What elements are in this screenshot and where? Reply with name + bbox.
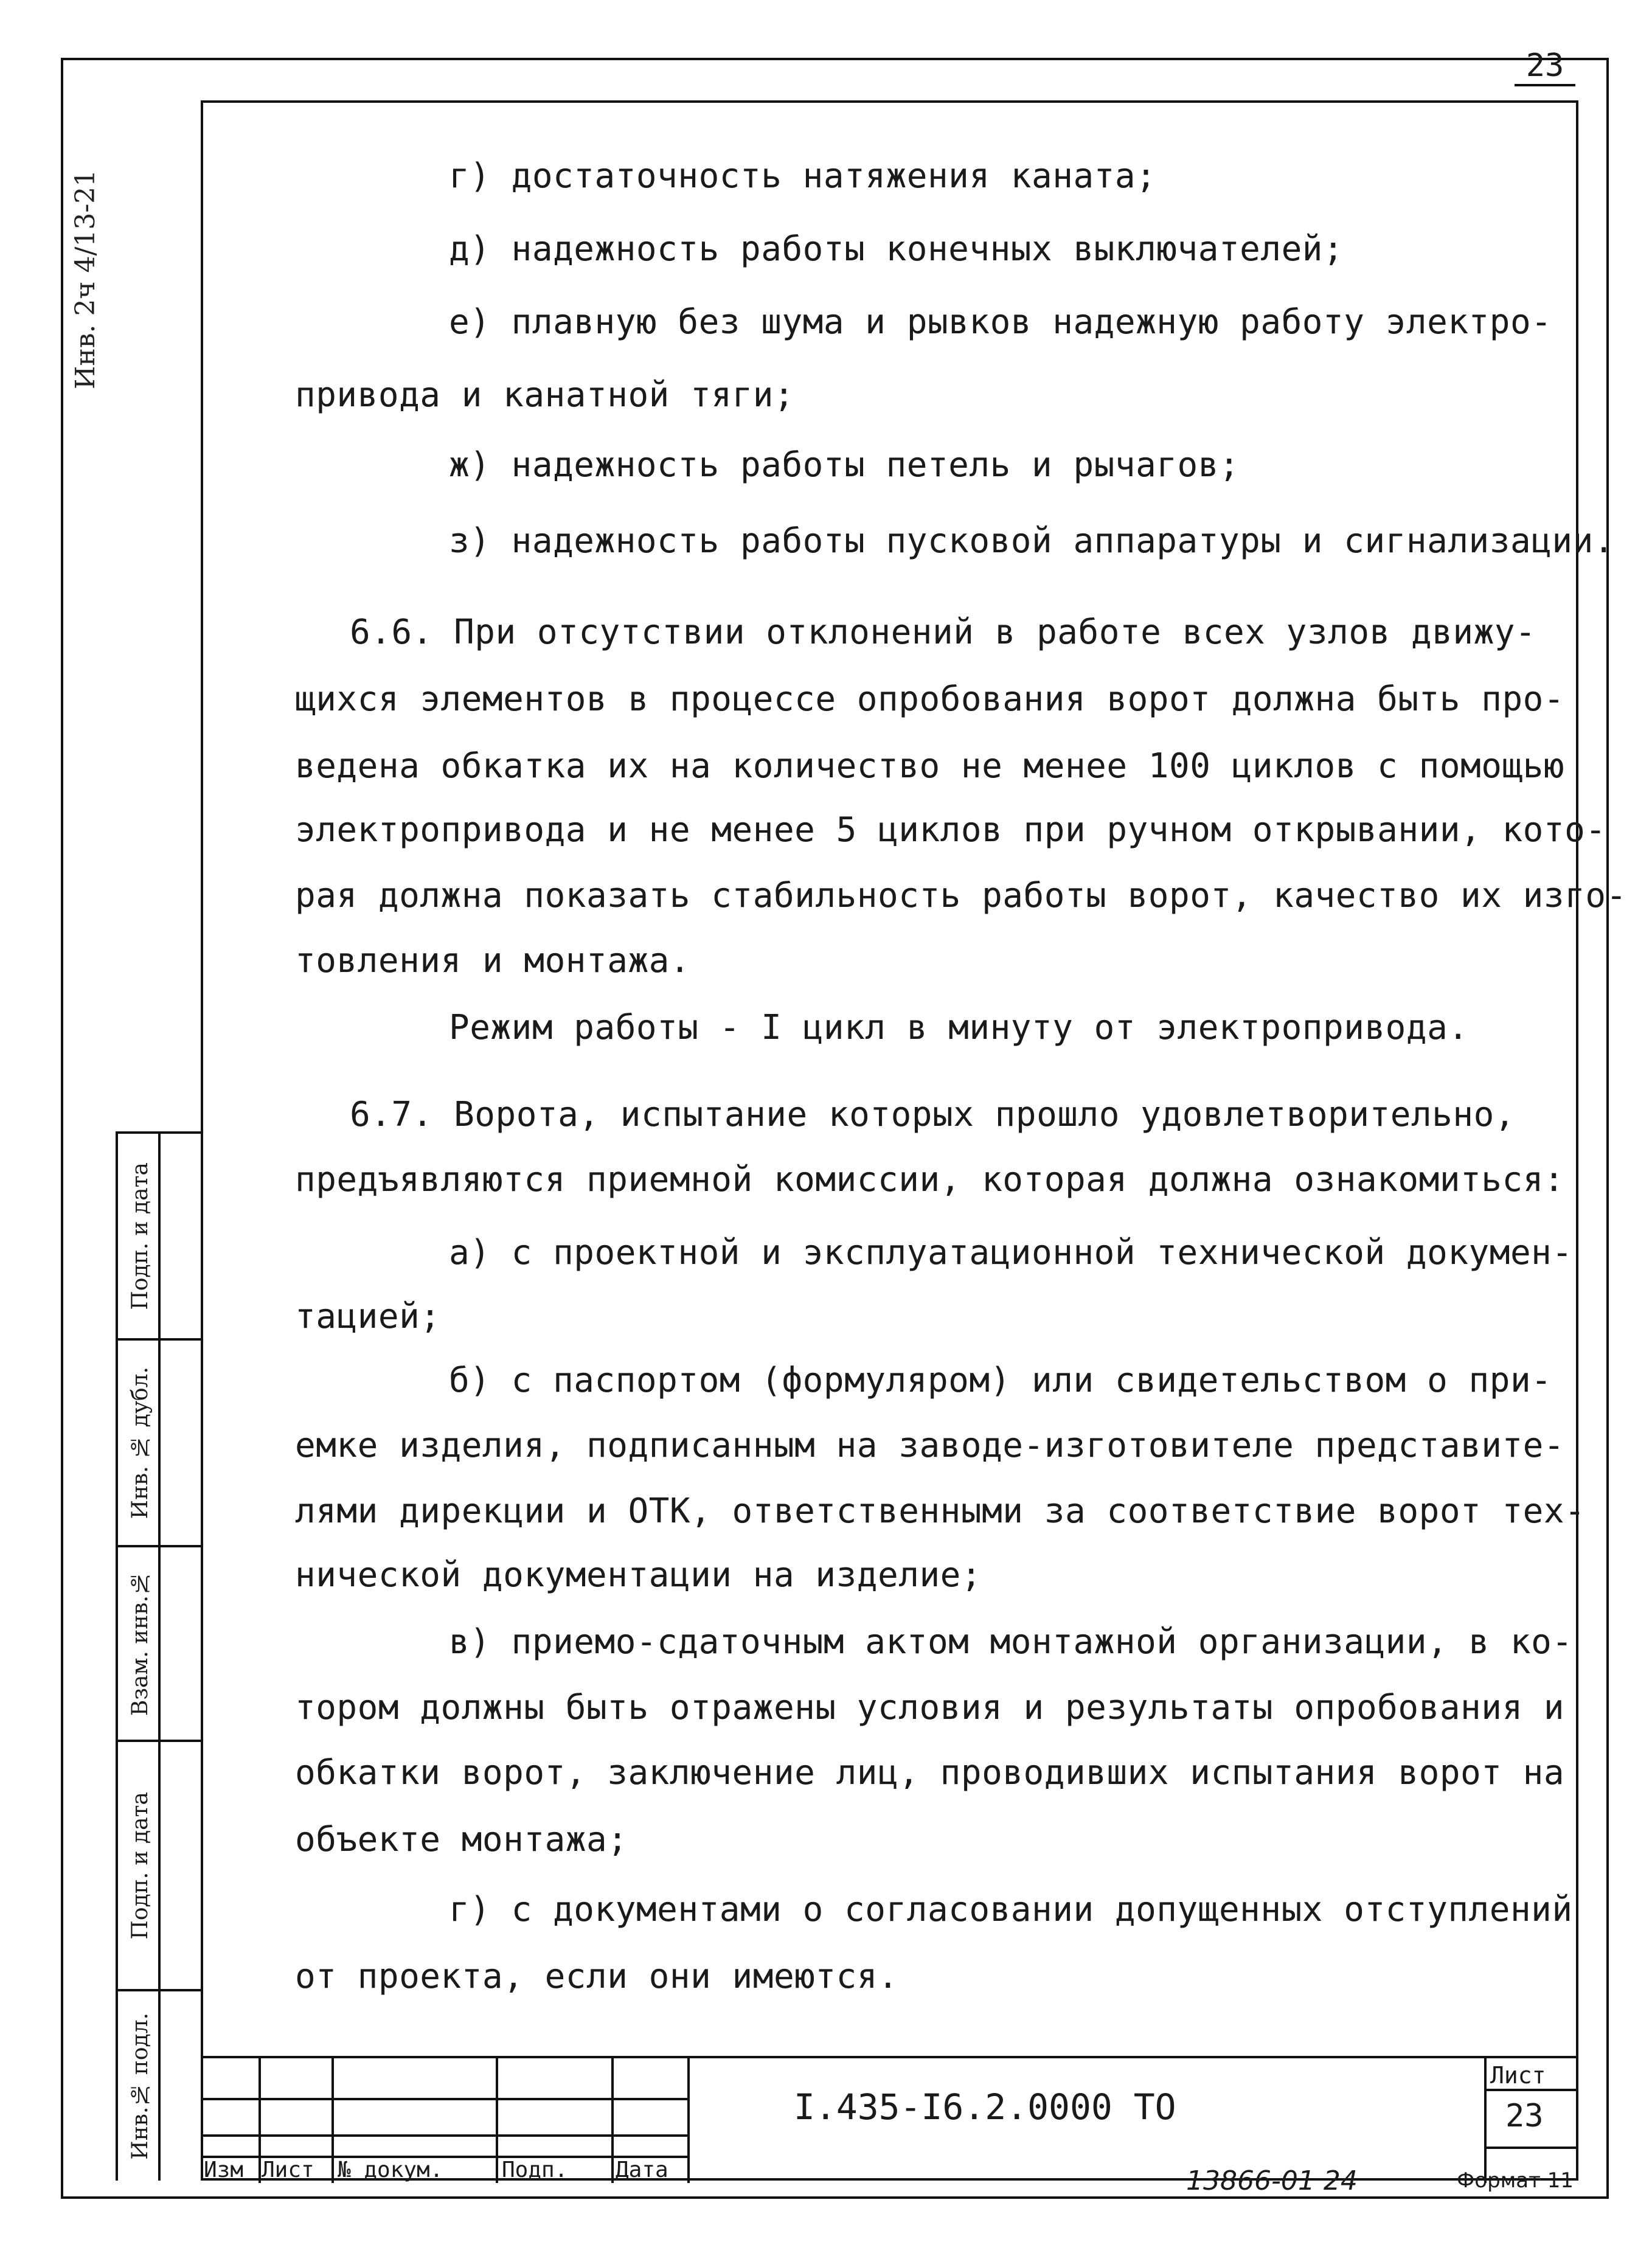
col-doc-no: № докум.	[338, 2157, 443, 2182]
text-line: г) с документами о согласовании допущенных отступлений	[449, 1890, 1573, 1929]
text-line: г) достаточность натяжения каната;	[449, 156, 1157, 196]
margin-note: Инв. 2ч 4/13-21	[70, 169, 101, 389]
format-label: Формат 11	[1457, 2168, 1574, 2193]
text-line: тацией;	[295, 1297, 441, 1336]
col-sign: Подп.	[502, 2157, 568, 2182]
text-line: товления и монтажа.	[295, 941, 691, 980]
text-line: е) плавную без шума и рывков надежную работу электро-	[449, 302, 1552, 342]
side-stamp-label: Подп. и дата	[127, 1162, 153, 1310]
sheet-number: 23	[1505, 2098, 1544, 2134]
text-line: щихся элементов в процессе опробования ворот должна быть про-	[295, 679, 1565, 719]
side-stamp-cell	[118, 1547, 201, 1742]
text-line: ведена обкатка их на количество не менее 100 циклов с помощью	[295, 746, 1565, 786]
text-line: а) с проектной и эксплуатационной технической докумен-	[449, 1233, 1573, 1272]
text-line: лями дирекции и ОТК, ответственными за соответствие ворот тех-	[295, 1491, 1586, 1531]
side-stamp-cell	[118, 1991, 201, 2181]
text-line: д) надежность работы конечных выключателей;	[449, 229, 1344, 269]
side-stamp-cell	[118, 1341, 201, 1547]
side-stamp-cell	[118, 1742, 201, 1991]
text-line: б) с паспортом (формуляром) или свидетельством о при-	[449, 1361, 1552, 1400]
side-stamp-label: Инв. № дубл.	[127, 1366, 153, 1519]
col-date: Дата	[616, 2157, 668, 2182]
text-line: нической документации на изделие;	[295, 1555, 982, 1595]
text-line: объекте монтажа;	[295, 1820, 628, 1859]
text-line: электропривода и не менее 5 циклов при ручном открывании, кото-	[295, 810, 1606, 850]
page-number-top: 23	[1515, 47, 1575, 86]
text-line: 6.6. При отсутствии отклонений в работе всех узлов движу-	[350, 613, 1536, 652]
side-stamp-label: Взам. инв.№	[127, 1571, 153, 1716]
side-stamp-cell	[118, 1134, 201, 1341]
col-izm: Изм	[204, 2157, 244, 2182]
col-list: Лист	[262, 2157, 314, 2182]
text-line: ж) надежность работы петель и рычагов;	[449, 445, 1240, 485]
sheet-label: Лист	[1490, 2062, 1546, 2089]
side-stamp-label: Подп. и дата	[127, 1791, 153, 1940]
text-line: предъявляются приемной комиссии, которая должна ознакомиться:	[295, 1160, 1565, 1199]
text-line: привода и канатной тяги;	[295, 375, 795, 415]
title-block	[201, 2056, 1578, 2181]
text-line: от проекта, если они имеются.	[295, 1957, 899, 1996]
text-line: рая должна показать стабильность работы ворот, качество их изго-	[295, 876, 1627, 915]
side-stamp	[116, 1131, 201, 2181]
text-line: з) надежность работы пусковой аппаратуры и сигнализации.	[449, 521, 1615, 561]
text-line: обкатки ворот, заключение лиц, проводивших испытания ворот на	[295, 1753, 1565, 1793]
text-line: тором должны быть отражены условия и результаты опробования и	[295, 1688, 1565, 1727]
text-line: в) приемо-сдаточным актом монтажной организации, в ко-	[449, 1622, 1573, 1662]
document-designation: I.435-I6.2.0000 ТО	[794, 2086, 1176, 2128]
text-line: емке изделия, подписанным на заводе-изготовителе представите-	[295, 1426, 1565, 1465]
side-stamp-label: Инв.№ подл.	[127, 2012, 153, 2160]
text-line: Режим работы - I цикл в минуту от электропривода.	[449, 1008, 1469, 1047]
text-line: 6.7. Ворота, испытание которых прошло удовлетворительно,	[350, 1095, 1516, 1134]
archive-number: 13866-01 24	[1186, 2165, 1358, 2196]
